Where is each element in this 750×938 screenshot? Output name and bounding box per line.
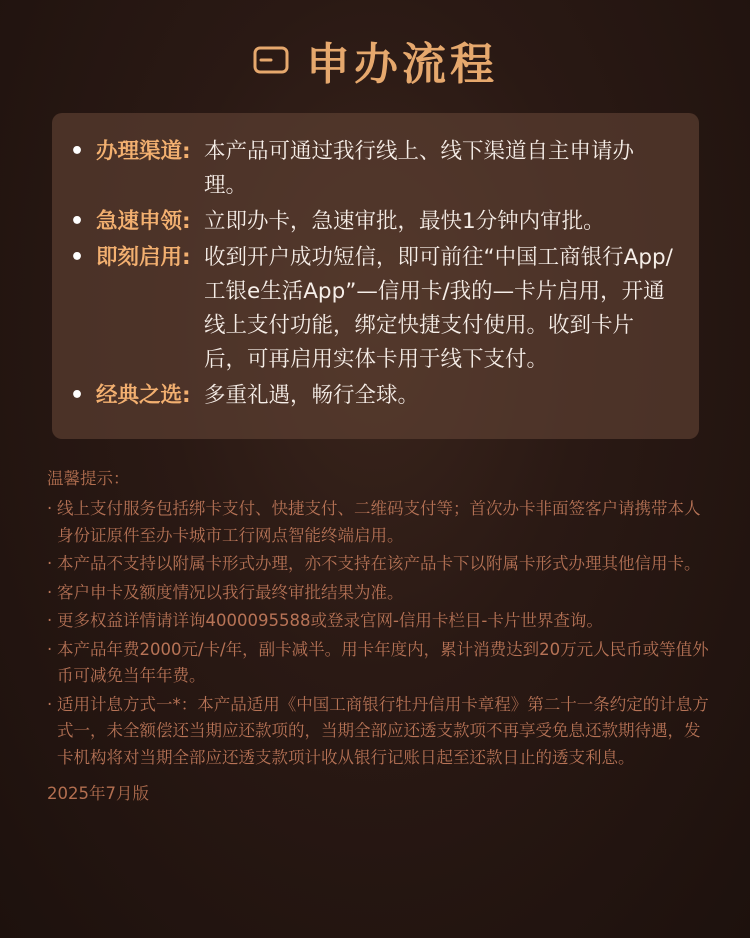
feature-description: 多重礼遇，畅行全球。 xyxy=(204,383,420,408)
note-item xyxy=(47,551,715,578)
page-header xyxy=(0,28,750,92)
note-dot-icon: · xyxy=(47,694,53,714)
bullet-icon: • xyxy=(70,383,85,408)
note-text: 本产品不支持以附属卡形式办理，亦不支持在该产品卡下以附属卡形式办理其他信用卡。 xyxy=(57,554,701,573)
note-item xyxy=(47,608,715,635)
feature-description: 收到开户成功短信，即可前往“中国工商银行App/工银e生活App”—信用卡/我的—卡片启用，开通线上支付功能，绑定快捷支付使用。收到卡片后，可再启用实体卡用于线下支付。 xyxy=(204,245,673,372)
note-dot-icon: · xyxy=(47,554,53,573)
note-text: 适用计息方式一*：本产品适用《中国工商银行牡丹信用卡章程》第二十一条约定的计息方式一，未全额偿还当期应还款项的，当期全部应还透支款项不再享受免息还款期待遇，发卡机构将对当期全部应还透支款项计收从银行记账日起至还款日止的透支利息。 xyxy=(57,694,709,767)
feature-label: 即刻启用: xyxy=(96,245,191,270)
notes-title: 温馨提示： xyxy=(47,469,130,488)
note-item xyxy=(47,580,715,607)
note-dot-icon: · xyxy=(47,582,53,602)
feature-item-classic xyxy=(66,379,675,413)
note-text: 线上支付服务包括绑卡支付、快捷支付、二维码支付等；首次办卡非面签客户请携带本人身份证原件至办卡城市工行网点智能终端启用。 xyxy=(57,499,701,545)
page-title: 申办流程 xyxy=(306,39,498,90)
note-text: 客户申卡及额度情况以我行最终审批结果为准。 xyxy=(57,582,404,602)
note-dot-icon: · xyxy=(47,611,53,630)
feature-item-activation xyxy=(66,241,675,377)
feature-label: 急速申领: xyxy=(96,209,191,234)
note-dot-icon: · xyxy=(47,639,53,659)
feature-card xyxy=(52,113,699,439)
feature-description: 本产品可通过我行线上、线下渠道自主申请办理。 xyxy=(204,139,635,198)
feature-item-channel xyxy=(66,135,675,203)
bullet-icon: • xyxy=(70,245,85,270)
bullet-icon: • xyxy=(70,209,85,234)
note-item xyxy=(47,692,715,772)
feature-label: 经典之选: xyxy=(96,383,191,408)
note-dot-icon: · xyxy=(47,499,53,518)
feature-item-fast-apply xyxy=(66,205,675,239)
note-text: 本产品年费2000元/卡/年，副卡减半。用卡年度内，累计消费达到20万元人民币或等值外币可减免当年年费。 xyxy=(57,639,709,685)
version-label: 2025年7月版 xyxy=(47,784,149,803)
card-icon xyxy=(252,45,290,75)
notes-section xyxy=(47,466,715,807)
note-item xyxy=(47,496,715,549)
feature-description: 立即办卡，急速审批，最快1分钟内审批。 xyxy=(204,209,605,234)
bullet-icon: • xyxy=(70,139,85,164)
note-text: 更多权益详情请详询4000095588或登录官网-信用卡栏目-卡片世界查询。 xyxy=(57,611,603,630)
feature-label: 办理渠道: xyxy=(96,139,191,164)
note-item xyxy=(47,637,715,690)
